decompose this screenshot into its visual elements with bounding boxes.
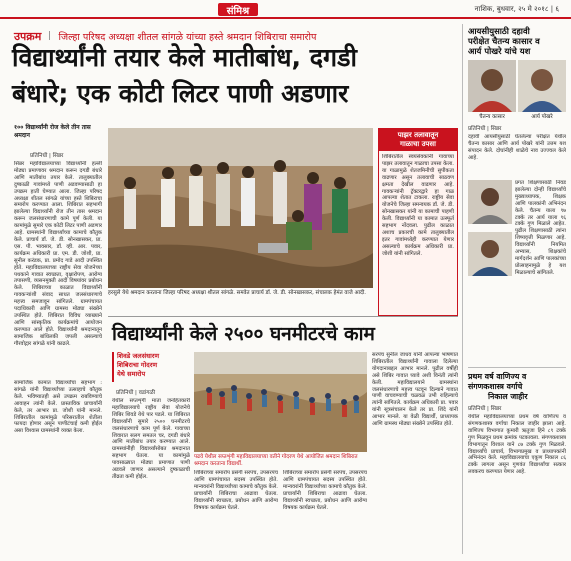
main-body: सिन्नर महाविद्यालयाच्या विद्यार्थ्यांनी हल्ली मोठ्या प्रमाणावर श्रमदान करून दगडी बंधारे आणि मातीबांध तयार केले. तालुक्यातील दुष्काळी गावांमध्ये पाणी अडवण्यासाठी हा उपक्रम हाती घेण्यात आला. जिल्हा परिषद अध्यक्षा शीतल सांगळे यांच्या हस्ते शिबिराचा समारोप करण्यात आला. शिबिरात सहभागी झालेल्या विद्यार्थ्यांनी रोज तीन तास श्रमदान करून जलसंधारणाची कामे पूर्ण केली. या कामांमुळे सुमारे एक कोटी लिटर पाणी अडणार आहे. ग्रामस्थांनी विद्यार्थ्यांच्या कामाचे कौतुक केले. प्राचार्य डॉ. जे. डी. सोनखासकर, प्रा. एस. पी. भावसार, डॉ. व्ही. आर. पवार, कार्यक्रम अधिकारी प्रा. एम. डी. जोशी, प्रा. सुनील करंडक, प्रा. प्रमोद गाडे आदी उपस्थित होते. महाविद्यालयाच्या राष्ट्रीय सेवा योजनेच्या पथकाने गावात स्वच्छता, वृक्षारोपण, आरोग्य तपासणी, व्यसनमुक्ती आदी विषयांवर प्रबोधन केले. शिबिराच्या काळात विद्यार्थ्यांनी गावकऱ्यांशी संवाद साधत जलसंधारणाचे महत्त्व समजावून सांगितले. ग्रामपंचायत पदाधिकारी आणि ग्रामस्थ मोठ्या संख्येने उपस्थित होते. शिबिरात विविध व्याख्याने आणि सांस्कृतिक कार्यक्रमांचे आयोजन करण्यात आले होते. विद्यार्थ्यांनी श्रमदानातून सामाजिक बांधिलकी जपली असल्याचे गौरवोद्गार सांगळे यांनी काढले. [14, 161, 102, 347]
masthead [0, 0, 571, 20]
second-body-mid2: शिबिराच्या समारोप प्रसंगी सरपंच, उपसरपंच आणि ग्रामपंचायत सदस्य उपस्थित होते. मान्यवरांनी विद्यार्थ्यांच्या कामाचे कौतुक केले. प्राचार्यांनी शिबिराचा आढावा घेतला. विद्यार्थ्यांनी स्वच्छता, प्रबोधन आणि आरोग्य विषयक कार्यक्रम घेतले. [283, 470, 367, 511]
second-body-mid: शिबिराच्या समारोप प्रसंगी सरपंच, उपसरपंच आणि ग्रामपंचायत सदस्य उपस्थित होते. मान्यवरांनी विद्यार्थ्यांच्या कामाचे कौतुक केले. प्राचार्यांनी शिबिराचा आढावा घेतला. विद्यार्थ्यांनी स्वच्छता, प्रबोधन आणि आरोग्य विषयक कार्यक्रम घेतले. [194, 470, 278, 511]
right-body-mid: प्रगत शिक्षणासाठी निवड झालेल्या दोन्ही विद्यार्थ्यांचे मुख्याध्यापक, शिक्षक आणि पालकांनी अभिनंदन केले. चैतन्य याला ९७ टक्के तर आर्य याला ९६ टक्के गुण मिळाले आहेत. पुढील शिक्षणासाठी त्यांना शिष्यवृत्ती मिळणार आहे. विद्यार्थ्यांनी नियमित अभ्यास, शिक्षकांचे मार्गदर्शन आणि पालकांच्या प्रोत्साहनामुळे हे यश मिळाल्याचे सांगितले. [515, 180, 566, 276]
second-photo-image [194, 352, 367, 452]
second-box-line2: शिबिराचा गोदरण [117, 361, 158, 369]
portrait-3 [468, 180, 512, 224]
second-box-line3: येथे समारोप [117, 370, 146, 378]
right-headline-line2: परीक्षेत चैतन्य कासार व [468, 36, 540, 46]
main-body-continued: सामाजिक कामात विद्यार्थ्यांचा सहभाग : सांगळे यांनी विद्यार्थ्यांच्या उत्साहाचे कौतुक केले. भविष्यातही असे उपक्रम राबविण्याचे आवाहन त्यांनी केले. प्रास्ताविक प्राचार्यांनी केले, तर आभार प्रा. जोशी यांनी मानले. शिबिरातील कामांमुळे परिसरातील शेतीला फायदा होणार असून पाणीटंचाई कमी होईल असा विश्वास ग्रामस्थांनी व्यक्त केला. [14, 380, 102, 435]
sidebar-box [378, 128, 458, 316]
second-photo [194, 352, 367, 452]
kicker-text: जिल्हा परिषद अध्यक्षा शीतल सांगळे यांच्या हस्ते श्रमदान शिबिराचा समारोप [58, 32, 317, 43]
right-byline: प्रतिनिधी | सिन्नर [468, 126, 502, 132]
main-headline-line2: बंधारे; एक कोटी लिटर पाणी अडणार [12, 79, 349, 108]
second-box-title [112, 352, 191, 382]
right-section2-rule [468, 367, 566, 368]
column-divider [462, 24, 463, 554]
portrait-2-image [518, 60, 566, 112]
portrait-4-image [468, 232, 512, 276]
portrait-3-image [468, 180, 512, 224]
main-photo [108, 128, 373, 288]
section2-byline: प्रतिनिधी | सिन्नर [468, 406, 502, 412]
sidebar-box-title-line2: गाळाचा उपसा [400, 140, 436, 148]
sidebar-box-body: शिबिरातील स्वयंसेवकांनी गावाच्या पाझर तलावातून गाळाचा उपसा केला. या गाळामुळे शेतजमिनीची सुपीकता वाढणार असून तलावाची साठवण क्षमता देखील वाढणार आहे. गावकऱ्यांनी ट्रॅक्टरद्वारे हा गाळ आपल्या शेतात टाकला. राष्ट्रीय सेवा योजनेचे जिल्हा समन्वयक डॉ. जे. डी. सोनखासकर यांनी या कामाची पाहणी केली. विद्यार्थ्यांनी या कामात उत्स्फूर्त सहभाग नोंदवला. पुढील काळात अशाच प्रकारची कामे तालुक्यातील इतर गावांमध्येही करण्यात येणार असल्याचे कार्यक्रम अधिकारी प्रा. जोशी यांनी सांगितले. [382, 154, 454, 257]
portrait-1 [468, 60, 516, 112]
second-box-line1: शिवडे जलसंधारण [117, 352, 160, 360]
sidebar-box-title-line1: पाझर तलावातून [397, 131, 439, 139]
kicker [14, 25, 454, 43]
sidebar-box-title [379, 129, 457, 151]
main-photo-caption: हरसुले येथे श्रमदान करताना जिल्हा परिषद अध्यक्षा शीतल सांगळे. समवेत प्राचार्य डॉ. जे. डी. सोनखासकर, संचालक हेमंत वाजे आदी. [108, 290, 366, 296]
main-byline: प्रतिनिधी | सिन्नर [30, 153, 64, 159]
portrait-1-name: चैतन्य कासार [479, 114, 505, 120]
masthead-rule [0, 17, 571, 19]
second-byline: प्रतिनिधी | वडांगळी [116, 390, 156, 396]
section2-title-line3: निकाल जाहीर [488, 392, 528, 401]
right-headline-line1: आयसीयुसाठी दहावी [468, 26, 530, 36]
kicker-label: उपक्रम [14, 30, 42, 43]
portrait-2 [518, 60, 566, 112]
right-headline-line3: आर्य पोखरे यांचे यश [468, 46, 531, 56]
horizontal-rule [108, 316, 458, 317]
kicker-divider [49, 31, 50, 40]
second-photo-caption: पढवे येथील सप्तशृंगी महाविद्यालयाच्या वतीने गोदरण येथे आयोजित श्रमदान शिबिरात श्रमदान करताना विद्यार्थी. [194, 454, 358, 467]
section2-body: येथील महाविद्यालयाच्या प्रथम वर्ष वाणिज्य व संगणकशास्त्र वर्गाचा निकाल जाहीर झाला आहे. वाणिज्य विभागात कुमारी ऋतुजा हिने ८९ टक्के गुण मिळवून प्रथम क्रमांक पटकावला. संगणकशास्त्र विभागातून विशाल याने ८७ टक्के गुण मिळवले. विद्यार्थ्यांचे प्राचार्य, विभागप्रमुख व प्राध्यापकांनी अभिनंदन केले. महाविद्यालयाचा एकूण निकाल ८६ टक्के लागला असून गुणवंत विद्यार्थ्यांचा सत्कार लवकरच करण्यात येणार आहे. [468, 414, 566, 476]
second-body-left: येथील सप्तशृंगी माता जनहितकारी महाविद्यालयाचे राष्ट्रीय सेवा योजनेचे शिबिर शिवडे येथे पार पडले. या शिबिरात विद्यार्थ्यांनी सुमारे २५०० घनमीटरचे जलसंधारणाचे काम पूर्ण केले. गावाच्या शिवारात सलग समतल चर, दगडी बंधारे आणि मातीबांध तयार करण्यात आले. ग्रामस्थांनीही विद्यार्थ्यांसोबत श्रमदानात सहभाग घेतला. या कामांमुळे पावसाळ्यात मोठ्या प्रमाणात पाणी अडवले जाणार असल्याने दुष्काळाची तीव्रता कमी होईल. [112, 398, 190, 480]
section2-title-line1: प्रथम वर्ष वाणिज्य व [468, 372, 527, 381]
section-brand: संमिश्र [218, 3, 258, 16]
second-headline: विद्यार्थ्यांनी केले २५०० घनमीटरचे काम [112, 323, 375, 345]
main-headline-line1: विद्यार्थ्यांनी तयार केले मातीबांध, दगडी [12, 43, 357, 72]
second-body-right: सरपंच सुनील जाधव यांनी आपल्या भाषणात शिबिरातील विद्यार्थ्यांनी गावाला दिलेल्या योगदानाबद्दल आभार मानले. पुढील वर्षीही असे शिबिर गावात घ्यावे अशी विनंती त्यांनी केली. महाविद्यालयाने ग्रामस्थांना जलसंधारणाचे महत्त्व पटवून दिल्याने गावात पाणी वाचवण्याची चळवळ उभी राहिल्याचे त्यांनी सांगितले. कार्यक्रम अधिकारी प्रा. पवार यांनी सूत्रसंचालन केले तर प्रा. शिंदे यांनी आभार मानले. या वेळी विद्यार्थी, प्राध्यापक आणि ग्रामस्थ मोठ्या संख्येने उपस्थित होते. [372, 352, 458, 428]
right-story [466, 22, 568, 557]
right-body-top: दहावी आयसीयुसाठी घेतलेल्या परीक्षेत येथील चैतन्य कासार आणि आर्य पोखरे यांनी उत्तम यश संपादन केले. दोघांनीही शाळेचे नाव उज्ज्वल केले आहे. [468, 134, 566, 161]
second-story [108, 318, 460, 558]
portrait-2-name: आर्य पोखरे [531, 114, 553, 120]
main-subhead: १०० विद्यार्थ्यांनी रोज केले तीन तास श्रमदान [14, 124, 91, 139]
main-photo-image [108, 128, 373, 288]
section2-title-line2: संगणकशास्त्र वर्गाचे [468, 382, 523, 391]
portrait-4 [468, 232, 512, 276]
portrait-1-image [468, 60, 516, 112]
dateline: नाशिक, बुधवार, २५ मे २०१८ | ६ [474, 5, 559, 13]
